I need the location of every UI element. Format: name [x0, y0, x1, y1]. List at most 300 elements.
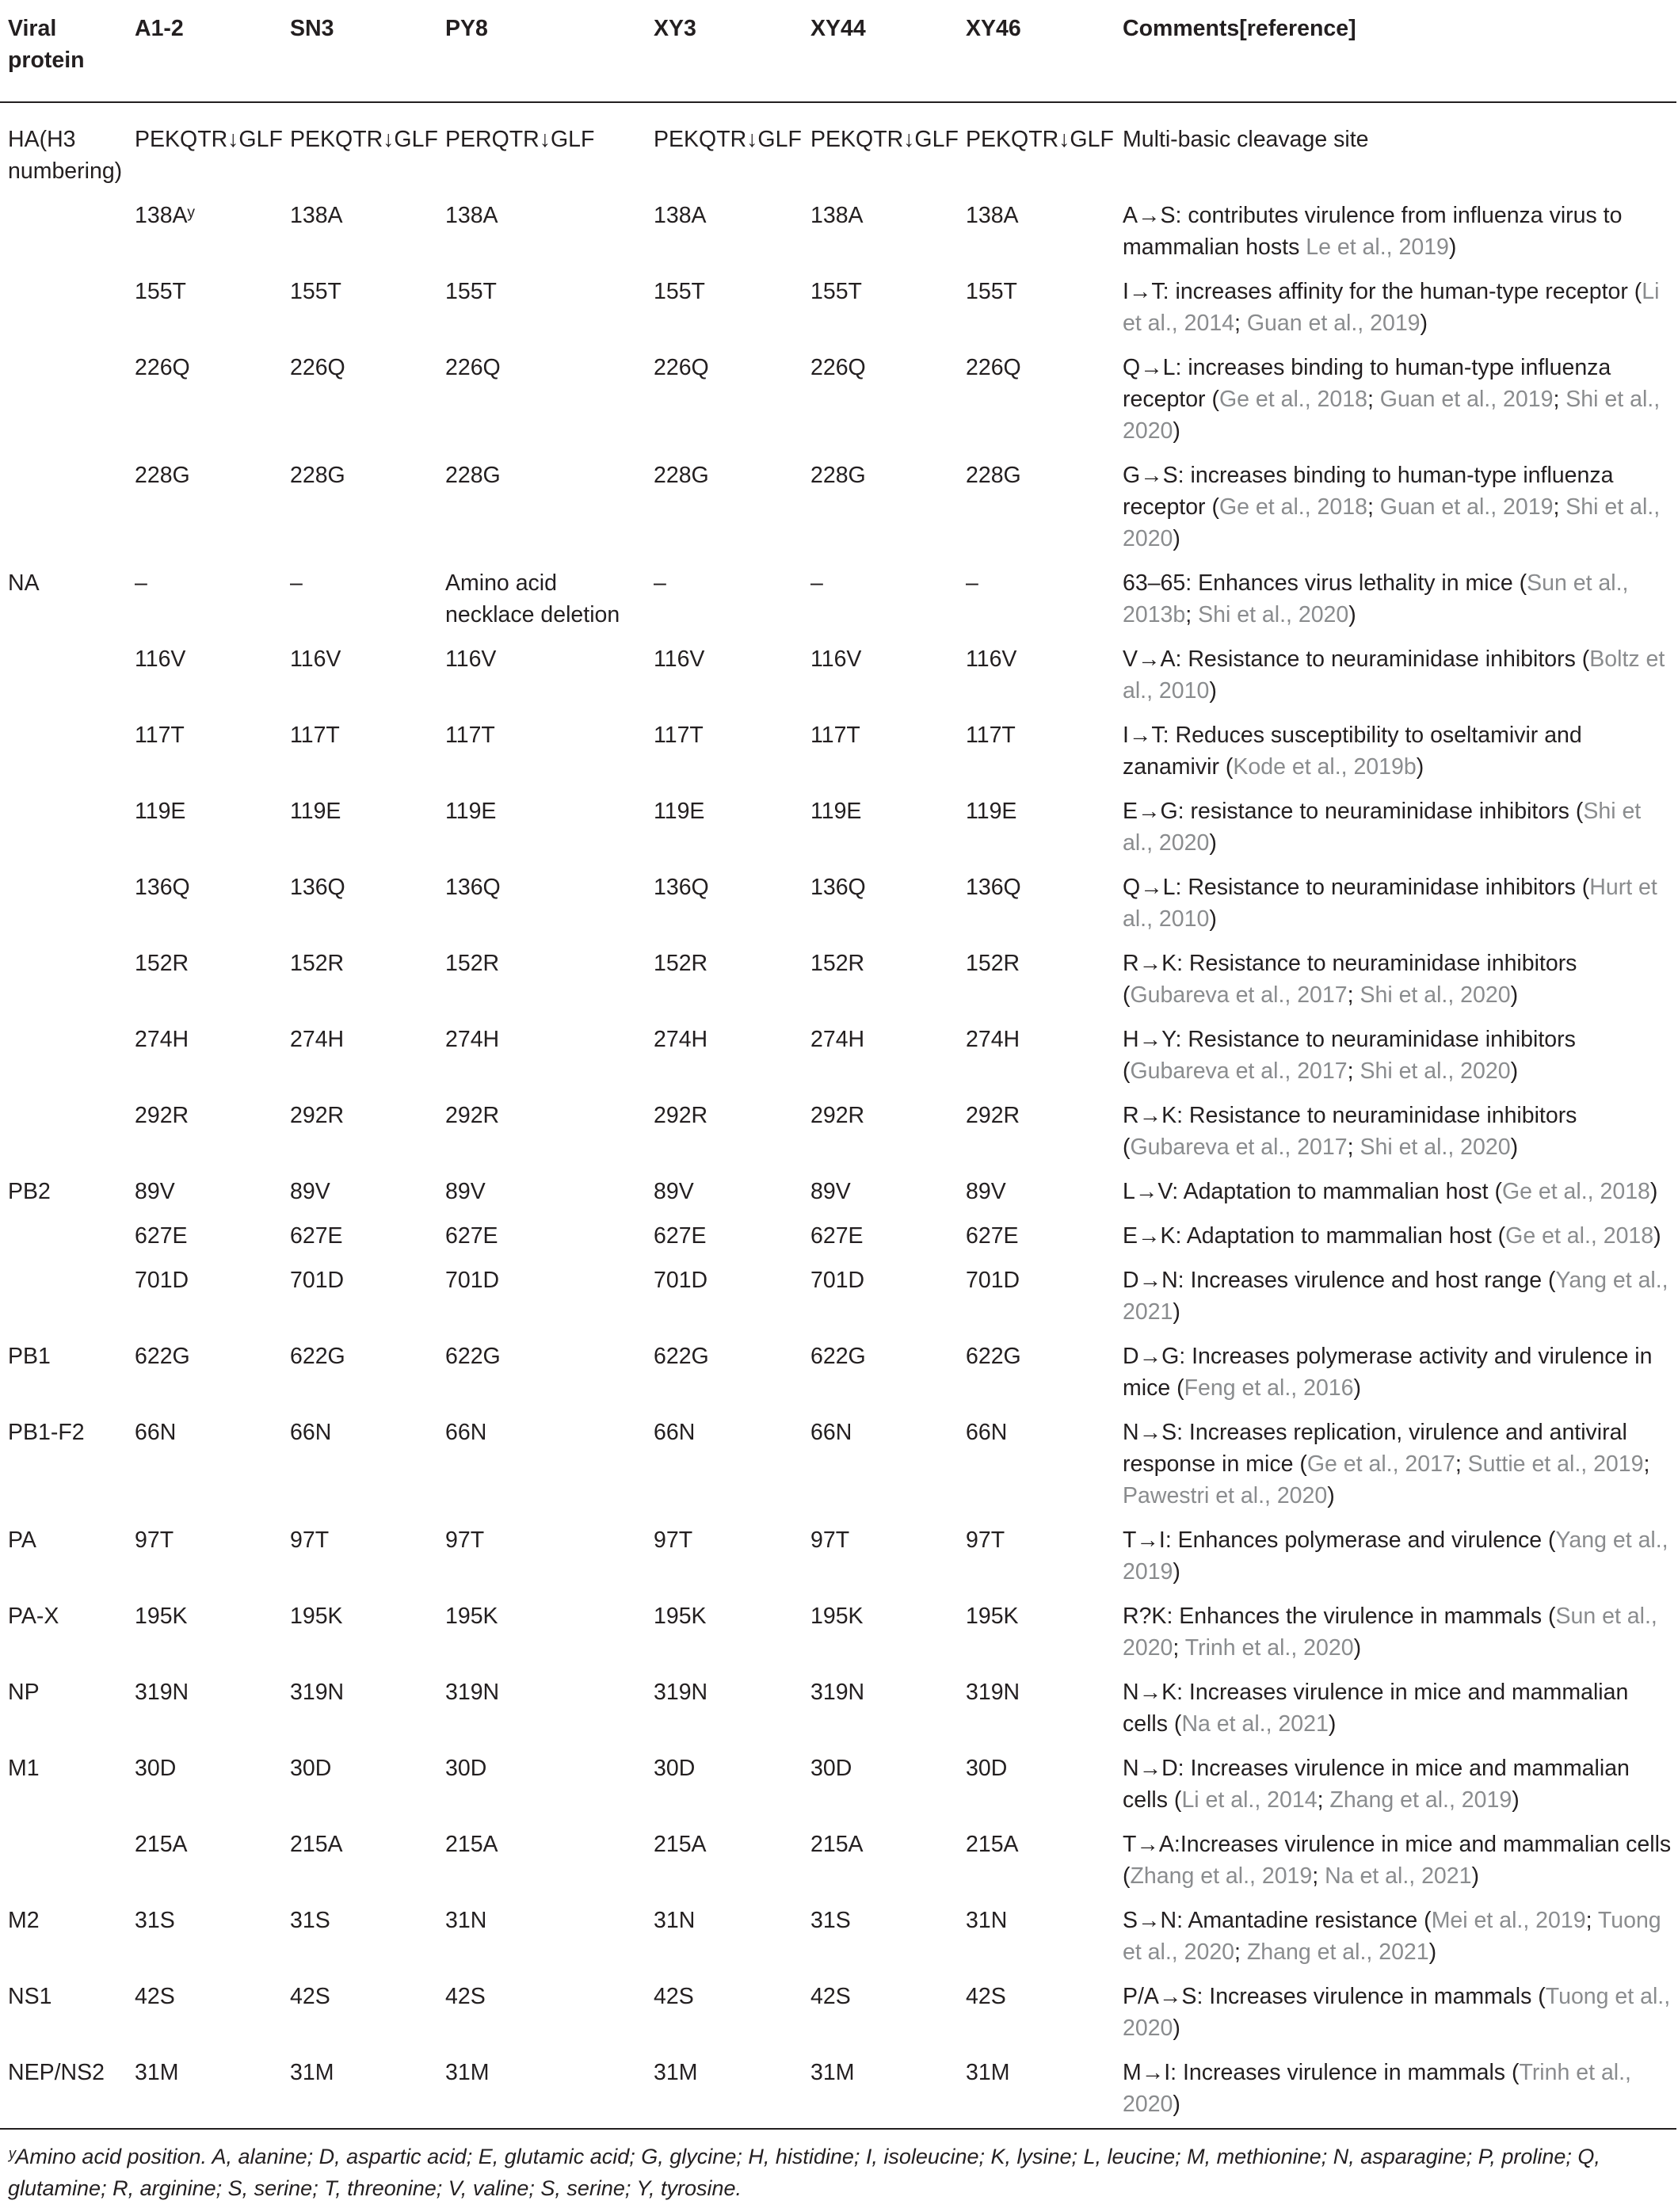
comment-end: ): [1510, 982, 1519, 1008]
protein-cell: [0, 1095, 127, 1171]
strain-cell: 622G: [654, 1344, 709, 1369]
column-header: SN3: [282, 6, 437, 102]
strain-cell: 31S: [135, 1908, 175, 1933]
comment-end: ): [1448, 235, 1457, 260]
strain-cell: 31N: [445, 1908, 487, 1933]
comment-text: T→I: Enhances polymerase and virulence (: [1123, 1527, 1556, 1553]
strain-cell: 292R: [135, 1103, 189, 1128]
strain-cell: 66N: [445, 1420, 487, 1445]
strain-cell: 627E: [966, 1223, 1019, 1249]
strain-cell: 155T: [966, 279, 1017, 304]
strain-cell: 136Q: [966, 875, 1021, 900]
strain-cell: 138A: [654, 203, 707, 228]
citation-link[interactable]: Gubareva et al., 2017: [1130, 1135, 1348, 1160]
strain-cell: 274H: [290, 1027, 345, 1052]
citation-link[interactable]: Ge et al., 2017: [1306, 1451, 1455, 1477]
strain-cell: 228G: [445, 463, 501, 488]
protein-cell: [0, 1019, 127, 1095]
strain-cell: 31N: [654, 1908, 696, 1933]
table-row: [0, 1520, 1676, 1596]
strain-cell: 701D: [445, 1268, 500, 1293]
citation-link[interactable]: Ge et al., 2018: [1501, 1179, 1650, 1204]
strain-cell: 215A: [966, 1832, 1019, 1857]
strain-cell: 627E: [654, 1223, 707, 1249]
comment-end: ): [1510, 1058, 1519, 1084]
citation-link[interactable]: Yang et al., 2019: [1123, 1527, 1668, 1585]
table-row: [0, 867, 1676, 943]
citation-link[interactable]: Trinh et al., 2020: [1123, 2060, 1631, 2117]
strain-cell: 274H: [445, 1027, 500, 1052]
protein-cell: PB1-F2: [8, 1420, 85, 1445]
comment-text: R?K: Enhances the virulence in mammals (: [1123, 1604, 1556, 1629]
strain-cell: –: [810, 570, 823, 596]
protein-cell: [0, 791, 127, 867]
strain-cell: 117T: [654, 723, 704, 748]
citation-link[interactable]: Shi et al., 2020: [1123, 387, 1661, 444]
comment-text: N→S: Increases replication, virulence and antiviral response in mice (: [1123, 1420, 1627, 1477]
strain-cell: 138A: [290, 203, 343, 228]
strain-cell: –: [135, 570, 147, 596]
comment-cell: R?K: Enhances the virulence in mammals (Sun et al., 2020; Trinh et al., 2020): [1123, 1604, 1657, 1661]
table-row: [0, 195, 1676, 271]
strain-cell: 136Q: [810, 875, 866, 900]
protein-cell: PB1: [8, 1344, 51, 1369]
citation-link[interactable]: Feng et al., 2016: [1184, 1375, 1354, 1401]
strain-cell: 89V: [810, 1179, 851, 1204]
comment-cell: R→K: Resistance to neuraminidase inhibitors (Gubareva et al., 2017; Shi et al., 2020): [1123, 1103, 1577, 1160]
table-row: [0, 715, 1676, 791]
comment-end: ): [1353, 1375, 1361, 1401]
citation-link[interactable]: Zhang et al., 2019: [1329, 1787, 1512, 1813]
citation-link[interactable]: Li et al., 2014: [1181, 1787, 1318, 1813]
citation-link[interactable]: Shi et al., 2020: [1123, 799, 1642, 856]
strain-cell: 136Q: [445, 875, 501, 900]
table-row: [0, 1171, 1676, 1215]
comment-text: I→T: increases affinity for the human-type receptor (: [1123, 279, 1642, 304]
protein-cell: HA(H3 numbering): [8, 127, 123, 184]
strain-cell: 117T: [966, 723, 1016, 748]
strain-cell: 116V: [966, 646, 1017, 672]
strain-cell: 138A: [966, 203, 1019, 228]
protein-cell: [0, 639, 127, 715]
table-row: [0, 1672, 1676, 1748]
strain-cell: 152R: [135, 951, 189, 976]
strain-cell: 138A: [810, 203, 864, 228]
strain-cell: 319N: [810, 1680, 865, 1705]
strain-cell: 42S: [290, 1984, 330, 2009]
table-row: [0, 1748, 1676, 1824]
citation-link[interactable]: Boltz et al., 2010: [1123, 646, 1665, 704]
comment-end: ): [1653, 1223, 1661, 1249]
strain-cell: 274H: [810, 1027, 865, 1052]
comment-end: ): [1209, 678, 1217, 704]
strain-cell: 155T: [654, 279, 705, 304]
strain-cell: 30D: [810, 1756, 852, 1781]
table-row: [0, 1900, 1676, 1976]
citation-link[interactable]: Shi et al., 2020: [1198, 602, 1349, 627]
strain-cell: 627E: [445, 1223, 498, 1249]
strain-cell: 136Q: [135, 875, 190, 900]
comment-end: ): [1348, 602, 1356, 627]
strain-cell: 195K: [966, 1604, 1019, 1629]
comment-end: ): [1327, 1483, 1335, 1508]
column-header: XY46: [958, 6, 1115, 102]
comment-text: Q→L: Resistance to neuraminidase inhibitors (: [1123, 875, 1590, 900]
strain-cell: 622G: [290, 1344, 345, 1369]
strain-cell: 228G: [290, 463, 345, 488]
table-body: [0, 102, 1676, 2129]
citation-link[interactable]: Shi et al., 2020: [1123, 494, 1661, 551]
strain-cell: 152R: [654, 951, 708, 976]
table-row: [0, 2052, 1676, 2129]
comment-cell: [1115, 715, 1676, 791]
strain-cell: 119E: [810, 799, 862, 824]
protein-cell: [0, 943, 127, 1019]
strain-cell: 627E: [810, 1223, 864, 1249]
strain-cell: 195K: [290, 1604, 343, 1629]
table-row: [0, 1336, 1676, 1412]
comment-text: T→A:Increases virulence in mice and mammalian cells (: [1123, 1832, 1672, 1889]
table-row: [0, 1412, 1676, 1520]
comment-cell: [1115, 1171, 1676, 1215]
strain-cell: 701D: [654, 1268, 708, 1293]
citation-link[interactable]: Yang et al., 2021: [1123, 1268, 1668, 1325]
protein-cell: [0, 195, 127, 271]
comment-cell: Q→L: increases binding to human-type influenza receptor (Ge et al., 2018; Guan et al., 2019; Shi et al., 2020): [1123, 355, 1661, 444]
table-row: [0, 563, 1676, 639]
strain-cell: 119E: [445, 799, 497, 824]
comment-text: A→S: contributes virulence from influenza virus to mammalian hosts: [1123, 203, 1623, 260]
strain-cell: 31M: [445, 2060, 490, 2085]
strain-cell: 215A: [654, 1832, 707, 1857]
strain-cell: 42S: [654, 1984, 694, 2009]
strain-cell: 66N: [966, 1420, 1008, 1445]
citation-link[interactable]: Sun et al., 2013b: [1123, 570, 1629, 627]
citation-link[interactable]: Li et al., 2014: [1123, 279, 1660, 336]
citation-link[interactable]: Suttie et al., 2019: [1467, 1451, 1644, 1477]
strain-cell: 292R: [654, 1103, 708, 1128]
strain-cell: 119E: [966, 799, 1017, 824]
protein-cell: NEP/NS2: [8, 2060, 105, 2085]
strain-cell: 292R: [966, 1103, 1020, 1128]
strain-cell: –: [290, 570, 303, 596]
strain-cell: 42S: [135, 1984, 175, 2009]
strain-cell: 622G: [810, 1344, 866, 1369]
strain-cell: 116V: [290, 646, 341, 672]
citation-link[interactable]: Kode et al., 2019b: [1233, 754, 1417, 780]
protein-cell: [0, 1824, 127, 1900]
table-row: [0, 943, 1676, 1019]
comment-cell: N→S: Increases replication, virulence and antiviral response in mice (Ge et al., 2017; Suttie et al., 2019; Pawestri et al., 2020): [1123, 1420, 1650, 1508]
citation-link[interactable]: Zhang et al., 2019: [1130, 1863, 1313, 1889]
strain-cell: 31S: [290, 1908, 330, 1933]
citation-link[interactable]: Gubareva et al., 2017: [1130, 1058, 1348, 1084]
protein-cell: M1: [8, 1756, 40, 1781]
strain-cell: 701D: [810, 1268, 865, 1293]
strain-cell: 319N: [966, 1680, 1020, 1705]
comment-cell: [1115, 867, 1676, 943]
strain-cell: 215A: [810, 1832, 864, 1857]
strain-cell: 31M: [135, 2060, 179, 2085]
protein-cell: PB2: [8, 1179, 51, 1204]
comment-text: D→G: Increases polymerase activity and virulence in mice (: [1123, 1344, 1653, 1401]
strain-cell: 66N: [654, 1420, 696, 1445]
strain-cell: 97T: [445, 1527, 485, 1553]
strain-cell: 89V: [966, 1179, 1006, 1204]
comment-end: ): [1173, 2016, 1180, 2041]
strain-cell: 31N: [966, 1908, 1008, 1933]
strain-cell: PERQTR↓GLF: [445, 127, 595, 152]
strain-cell: 226Q: [445, 355, 501, 380]
citation-link[interactable]: Sun et al., 2020: [1123, 1604, 1657, 1661]
strain-cell: 627E: [135, 1223, 188, 1249]
comment-end: ): [1173, 526, 1180, 551]
protein-cell: [0, 715, 127, 791]
citation-link[interactable]: Ge et al., 2018: [1218, 494, 1367, 520]
strain-cell: 116V: [654, 646, 705, 672]
citation-link[interactable]: Le et al., 2019: [1306, 235, 1449, 260]
table-row: [0, 1824, 1676, 1900]
strain-cell: 119E: [654, 799, 705, 824]
strain-cell: –: [966, 570, 978, 596]
strain-cell: 42S: [445, 1984, 486, 2009]
comment-cell: [1115, 195, 1676, 271]
strain-cell: PEKQTR↓GLF: [290, 127, 438, 152]
citation-link[interactable]: Shi et al., 2020: [1360, 982, 1511, 1008]
comment-cell: [1115, 791, 1676, 867]
comment-cell: [1115, 1215, 1676, 1260]
strain-cell: 97T: [135, 1527, 174, 1553]
strain-cell: 228G: [966, 463, 1021, 488]
strain-cell: 30D: [135, 1756, 177, 1781]
comment-text: N→K: Increases virulence in mice and mammalian cells (: [1123, 1680, 1629, 1737]
strain-cell: 701D: [135, 1268, 189, 1293]
strain-cell: PEKQTR↓GLF: [135, 127, 283, 152]
comment-cell: [1115, 1520, 1676, 1596]
table-row: [0, 1019, 1676, 1095]
strain-cell: PEKQTR↓GLF: [810, 127, 959, 152]
table-row: [0, 102, 1676, 195]
citation-link[interactable]: Guan et al., 2019: [1379, 387, 1554, 412]
strain-cell: 97T: [290, 1527, 330, 1553]
strain-cell: 292R: [810, 1103, 865, 1128]
column-header: A1-2: [127, 6, 282, 102]
strain-cell: 42S: [966, 1984, 1006, 2009]
strain-cell: 138Aʸ: [135, 203, 195, 228]
protein-cell: PA: [8, 1527, 36, 1553]
comment-cell: H→Y: Resistance to neuraminidase inhibitors (Gubareva et al., 2017; Shi et al., 2020): [1123, 1027, 1576, 1084]
strain-cell: 31M: [654, 2060, 698, 2085]
strain-cell: 117T: [135, 723, 185, 748]
citation-link[interactable]: Gubareva et al., 2017: [1130, 982, 1348, 1008]
comment-cell: [1115, 2052, 1676, 2129]
comment-end: ): [1420, 311, 1428, 336]
comment-cell: G→S: increases binding to human-type influenza receptor (Ge et al., 2018; Guan et al., 2019; Shi et al., 2020): [1123, 463, 1661, 551]
column-header: XY44: [803, 6, 958, 102]
protein-cell: [0, 271, 127, 347]
comment-text: H→Y: Resistance to neuraminidase inhibitors (: [1123, 1027, 1576, 1084]
strain-cell: 292R: [445, 1103, 500, 1128]
strain-cell: 30D: [290, 1756, 332, 1781]
citation-link[interactable]: Shi et al., 2020: [1360, 1058, 1511, 1084]
strain-cell: 31S: [810, 1908, 851, 1933]
strain-cell: 622G: [966, 1344, 1021, 1369]
strain-cell: 319N: [654, 1680, 708, 1705]
strain-cell: 31M: [290, 2060, 334, 2085]
comment-cell: R→K: Resistance to neuraminidase inhibitors (Gubareva et al., 2017; Shi et al., 2020): [1123, 951, 1577, 1008]
comment-text: Multi-basic cleavage site: [1123, 127, 1369, 152]
header-row: [0, 6, 1676, 102]
strain-cell: 155T: [810, 279, 862, 304]
strain-cell: 117T: [445, 723, 495, 748]
strain-cell: 31M: [966, 2060, 1010, 2085]
strain-cell: 97T: [654, 1527, 693, 1553]
table-row: [0, 639, 1676, 715]
citation-link[interactable]: Na et al., 2021: [1181, 1711, 1329, 1737]
strain-cell: 319N: [290, 1680, 345, 1705]
citation-link[interactable]: Ge et al., 2018: [1218, 387, 1367, 412]
comment-end: ): [1353, 1635, 1362, 1661]
strain-cell: Amino acid necklace deletion: [445, 570, 620, 627]
citation-link[interactable]: Guan et al., 2019: [1246, 311, 1421, 336]
protein-cell: NS1: [8, 1984, 52, 2009]
comment-cell: I→T: increases affinity for the human-type receptor (Li et al., 2014; Guan et al., 2019): [1123, 279, 1660, 336]
comment-end: ): [1510, 1135, 1519, 1160]
strain-cell: 226Q: [966, 355, 1021, 380]
protein-cell: [0, 1260, 127, 1336]
strain-cell: 117T: [290, 723, 340, 748]
mutation-table: [0, 6, 1676, 2212]
strain-cell: 97T: [810, 1527, 850, 1553]
strain-cell: 138A: [445, 203, 498, 228]
comment-end: ): [1649, 1179, 1658, 1204]
comment-end: ): [1173, 418, 1180, 444]
strain-cell: 319N: [445, 1680, 500, 1705]
strain-cell: PEKQTR↓GLF: [966, 127, 1114, 152]
strain-cell: –: [654, 570, 666, 596]
protein-cell: M2: [8, 1908, 40, 1933]
strain-cell: 226Q: [810, 355, 866, 380]
strain-cell: 89V: [445, 1179, 486, 1204]
strain-cell: 119E: [135, 799, 186, 824]
citation-link[interactable]: Na et al., 2021: [1325, 1863, 1472, 1889]
comment-text: G→S: increases binding to human-type influenza receptor (: [1123, 463, 1614, 520]
comment-text: V→A: Resistance to neuraminidase inhibitors (: [1123, 646, 1590, 672]
strain-cell: 31M: [810, 2060, 855, 2085]
comment-text: E→K: Adaptation to mammalian host (: [1123, 1223, 1506, 1249]
citation-link[interactable]: Ge et al., 2018: [1505, 1223, 1654, 1249]
citation-link[interactable]: Hurt et al., 2010: [1123, 875, 1657, 932]
comment-cell: [1115, 102, 1676, 195]
footnote: ʸAmino acid position. A, alanine; D, aspartic acid; E, glutamic acid; G, glycine; H, histidine; I, isoleucine; K, lysine; L, leucine; M, methionine; N, asparagine; P, proline; Q, glutamine; R, arginine; S, serine; T, threonine; V, valine; S, serine; Y, tyrosine.: [0, 2129, 1676, 2212]
strain-cell: 701D: [966, 1268, 1020, 1293]
protein-cell: [0, 347, 127, 455]
citation-link[interactable]: Mei et al., 2019: [1431, 1908, 1586, 1933]
comment-cell: S→N: Amantadine resistance (Mei et al., 2019; Tuong et al., 2020; Zhang et al., 2021): [1123, 1908, 1661, 1965]
comment-text: I→T: Reduces susceptibility to oseltamivir and zanamivir (: [1123, 723, 1582, 780]
comment-text: Q→L: increases binding to human-type influenza receptor (: [1123, 355, 1611, 412]
comment-text: D→N: Increases virulence and host range (: [1123, 1268, 1556, 1293]
strain-cell: 42S: [810, 1984, 851, 2009]
strain-cell: 30D: [654, 1756, 696, 1781]
citation-link[interactable]: Pawestri et al., 2020: [1123, 1483, 1328, 1508]
comment-cell: 63–65: Enhances virus lethality in mice (Sun et al., 2013b; Shi et al., 2020): [1123, 570, 1629, 627]
comment-end: ): [1428, 1939, 1437, 1965]
strain-cell: 89V: [654, 1179, 694, 1204]
comment-end: ): [1173, 1559, 1180, 1585]
strain-cell: 215A: [290, 1832, 343, 1857]
strain-cell: 89V: [290, 1179, 330, 1204]
comment-text: N→D: Increases virulence in mice and mammalian cells (: [1123, 1756, 1630, 1813]
strain-cell: 155T: [135, 279, 186, 304]
strain-cell: 66N: [135, 1420, 177, 1445]
strain-cell: PEKQTR↓GLF: [654, 127, 802, 152]
citation-link[interactable]: Tuong et al., 2020: [1123, 1984, 1671, 2041]
strain-cell: 116V: [135, 646, 186, 672]
strain-cell: 155T: [445, 279, 497, 304]
strain-cell: 195K: [654, 1604, 707, 1629]
protein-cell: [0, 867, 127, 943]
strain-cell: 116V: [445, 646, 497, 672]
comment-end: ): [1173, 2092, 1180, 2117]
strain-cell: 226Q: [290, 355, 345, 380]
citation-link[interactable]: Tuong et al., 2020: [1123, 1908, 1661, 1965]
comment-end: ): [1209, 906, 1217, 932]
citation-link[interactable]: Shi et al., 2020: [1360, 1135, 1511, 1160]
comment-text: E→G: resistance to neuraminidase inhibitors (: [1123, 799, 1584, 824]
table-row: [0, 791, 1676, 867]
table-row: [0, 1976, 1676, 2052]
comment-text: R→K: Resistance to neuraminidase inhibitors (: [1123, 1103, 1577, 1160]
protein-cell: [0, 455, 127, 563]
comment-end: ): [1328, 1711, 1337, 1737]
strain-cell: 89V: [135, 1179, 175, 1204]
protein-cell: NP: [8, 1680, 40, 1705]
comment-end: ): [1209, 830, 1217, 856]
strain-cell: 226Q: [654, 355, 709, 380]
comment-text: M→I: Increases virulence in mammals (: [1123, 2060, 1520, 2085]
strain-cell: 152R: [810, 951, 865, 976]
strain-cell: 228G: [135, 463, 190, 488]
comment-text: S→N: Amantadine resistance (: [1123, 1908, 1432, 1933]
table-row: [0, 1095, 1676, 1171]
comment-end: ): [1416, 754, 1424, 780]
protein-cell: [0, 1215, 127, 1260]
comment-cell: [1115, 1672, 1676, 1748]
citation-link[interactable]: Guan et al., 2019: [1379, 494, 1554, 520]
comment-cell: [1115, 1336, 1676, 1412]
strain-cell: 319N: [135, 1680, 189, 1705]
comment-end: ): [1173, 1299, 1180, 1325]
strain-cell: 627E: [290, 1223, 343, 1249]
column-header: Comments[reference]: [1115, 6, 1676, 102]
comment-cell: T→A:Increases virulence in mice and mammalian cells (Zhang et al., 2019; Na et al., 2021): [1123, 1832, 1672, 1889]
comment-cell: [1115, 1976, 1676, 2052]
citation-link[interactable]: Zhang et al., 2021: [1246, 1939, 1429, 1965]
comment-end: ): [1512, 1787, 1520, 1813]
strain-cell: 136Q: [654, 875, 709, 900]
comment-text: P/A→S: Increases virulence in mammals (: [1123, 1984, 1546, 2009]
strain-cell: 119E: [290, 799, 341, 824]
strain-cell: 30D: [966, 1756, 1008, 1781]
strain-cell: 97T: [966, 1527, 1005, 1553]
column-header: Viral protein: [0, 6, 127, 102]
strain-cell: 66N: [290, 1420, 332, 1445]
strain-cell: 152R: [290, 951, 345, 976]
citation-link[interactable]: Trinh et al., 2020: [1184, 1635, 1354, 1661]
protein-cell: NA: [8, 570, 40, 596]
footnote-row: [0, 2129, 1676, 2212]
